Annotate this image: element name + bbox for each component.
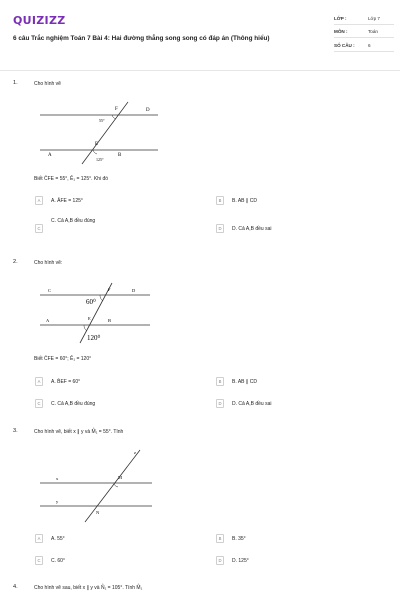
meta-value-class: Lớp 7 — [368, 16, 380, 21]
option-letter-box[interactable]: C — [35, 224, 43, 233]
label-n: N — [96, 510, 100, 515]
page-title: 6 câu Trắc nghiệm Toán 7 Bài 4: Hai đường thẳng song song có đáp án (Thông hiểu) — [13, 35, 270, 42]
option-letter-box[interactable]: A — [35, 196, 43, 205]
question-1-condition: Biết C̑FE = 55°, Ê₁ = 125°. Khi đó — [34, 176, 109, 182]
option-a-text[interactable]: A. B̑EF = 60° — [51, 379, 81, 385]
question-4-prompt: Cho hình vẽ sau, biết x ∥ y và N̂₁ = 105°. Tính M̂₁ — [34, 585, 143, 591]
option-c-text[interactable]: C. 60° — [51, 558, 65, 564]
meta-divider — [334, 37, 394, 38]
quizizz-logo: QUIZIZZ — [13, 14, 66, 27]
option-c-text[interactable]: C. Cả A,B đều đúng — [51, 218, 96, 224]
option-letter-box[interactable]: D — [216, 224, 224, 233]
question-1-prompt: Cho hình vẽ — [34, 81, 61, 87]
question-4-number: 4. — [13, 584, 18, 590]
option-letter-box[interactable]: A — [35, 534, 43, 543]
option-c-text[interactable]: C. Cả A,B đều đúng — [51, 401, 96, 407]
label-b: B — [118, 153, 122, 158]
question-1-number: 1. — [13, 80, 18, 86]
question-2-number: 2. — [13, 259, 18, 265]
label-y: y — [56, 499, 59, 504]
label-m: M — [118, 475, 123, 480]
meta-value-count: 6 — [368, 43, 371, 48]
option-letter-box[interactable]: D — [216, 399, 224, 408]
question-3-number: 3. — [13, 428, 18, 434]
option-letter-box[interactable]: B — [216, 534, 224, 543]
angle-arc-e — [93, 150, 97, 154]
option-a-text[interactable]: A. 55° — [51, 536, 65, 542]
label-angle-120: 120⁰ — [87, 334, 101, 342]
question-2-prompt: Cho hình vẽ: — [34, 260, 63, 266]
question-3-figure — [30, 446, 160, 524]
option-b-text[interactable]: B. AB ∥ CD — [232, 198, 258, 204]
label-e: E — [95, 142, 99, 147]
label-e: E — [88, 316, 91, 321]
question-1-figure — [30, 98, 170, 166]
option-letter-box[interactable]: C — [35, 399, 43, 408]
option-d-text[interactable]: D. Cả A,B đều sai — [232, 401, 272, 407]
question-2-condition: Biết C̑FE = 60°; Ê₁ = 120° — [34, 356, 92, 362]
meta-label-class: LỚP : — [334, 16, 347, 21]
option-letter-box[interactable]: C — [35, 556, 43, 565]
label-angle-55: 55° — [99, 118, 105, 123]
meta-label-count: SỐ CÂU : — [334, 43, 355, 48]
header-divider — [0, 70, 400, 71]
label-f: F — [108, 287, 111, 292]
option-letter-box[interactable]: B — [216, 196, 224, 205]
label-f: F — [115, 107, 118, 112]
meta-value-subject: Toán — [368, 29, 378, 34]
meta-divider — [334, 51, 394, 52]
transversal-z — [85, 450, 140, 522]
meta-label-subject: MÔN : — [334, 29, 348, 34]
label-angle-125: 125° — [96, 157, 104, 162]
label-angle-60: 60⁰ — [86, 298, 96, 306]
label-a: A — [48, 153, 52, 158]
label-a: A — [46, 318, 50, 323]
meta-divider — [334, 24, 394, 25]
label-x: x — [56, 476, 59, 481]
option-d-text[interactable]: D. Cả A,B đều sai — [232, 226, 272, 232]
question-2-figure — [30, 280, 160, 346]
label-c: C — [48, 288, 52, 293]
option-a-text[interactable]: A. ȂFE = 125° — [51, 198, 83, 204]
option-letter-box[interactable]: D — [216, 556, 224, 565]
option-d-text[interactable]: D. 125° — [232, 558, 249, 564]
label-b: B — [108, 318, 112, 323]
option-letter-box[interactable]: A — [35, 377, 43, 386]
option-b-text[interactable]: B. AB ∥ CD — [232, 379, 258, 385]
label-d: D — [132, 288, 136, 293]
option-b-text[interactable]: B. 35° — [232, 536, 246, 542]
question-3-prompt: Cho hình vẽ, biết x ∥ y và M̂₁ = 55°. Tính — [34, 429, 124, 435]
label-z: z — [134, 450, 136, 455]
label-d: D — [146, 108, 150, 113]
option-letter-box[interactable]: B — [216, 377, 224, 386]
quiz-meta — [334, 16, 394, 56]
